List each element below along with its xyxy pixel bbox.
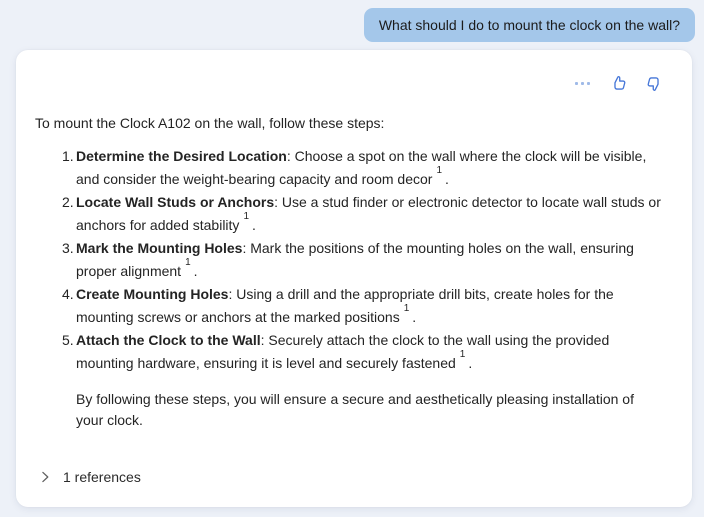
references-toggle[interactable]: [38, 467, 668, 487]
list-item: [62, 329, 668, 375]
step-title: Create Mounting Holes: [76, 286, 229, 302]
step-number: 2.: [62, 194, 74, 210]
step-body: : Mark the positions of the mounting holes on the wall, ensuring proper alignment: [76, 240, 634, 279]
thumbs-down-button[interactable]: [642, 71, 666, 95]
thumbs-down-icon: [645, 74, 664, 93]
step-title: Mark the Mounting Holes: [76, 240, 243, 256]
step-text: [76, 145, 668, 191]
step-number: 3.: [62, 240, 74, 256]
citation-superscript: 1: [185, 257, 191, 269]
list-item: [62, 145, 668, 191]
response-card: [16, 50, 692, 507]
citation-superscript: 1: [403, 303, 410, 315]
answer-intro: To mount the Clock A102 on the wall, follow these steps:: [35, 115, 385, 131]
ellipsis-icon: [575, 82, 590, 85]
step-text: [76, 283, 668, 329]
references-label: 1 references: [63, 469, 141, 485]
thumbs-up-icon: [609, 74, 628, 93]
step-body: : Securely attach the clock to the wall using the provided mounting hardware, ensuring it is level and securely fastened: [76, 332, 610, 371]
list-item: [62, 283, 668, 329]
chevron-right-icon: [38, 470, 52, 484]
steps-list: [62, 145, 668, 375]
step-body: : Choose a spot on the wall where the clock will be visible, and consider the weight-bearing capacity and room decor: [76, 148, 647, 187]
step-title: Attach the Clock to the Wall: [76, 332, 261, 348]
user-message-bubble: What should I do to mount the clock on the wall?: [364, 8, 695, 42]
citation-superscript: 1: [243, 211, 249, 223]
step-suffix: .: [193, 263, 198, 279]
response-actions-toolbar: [35, 70, 666, 96]
citation-superscript: 1: [459, 349, 466, 361]
citation-superscript: 1: [436, 165, 442, 177]
user-message-row: [0, 0, 704, 42]
step-text: [76, 237, 668, 283]
step-number: 1.: [62, 148, 74, 164]
list-item: [62, 237, 668, 283]
step-body: : Use a stud finder or electronic detector to locate wall studs or anchors for added stability: [76, 194, 661, 233]
step-text: [76, 191, 668, 237]
list-item: [62, 191, 668, 237]
more-options-button[interactable]: [570, 71, 594, 95]
closing-paragraph: By following these steps, you will ensure a secure and aesthetically pleasing installation of your clock.: [76, 391, 634, 428]
step-title: Determine the Desired Location: [76, 148, 287, 164]
step-body: : Using a drill and the appropriate drill bits, create holes for the mounting screws or anchors at the marked positions: [76, 286, 614, 325]
step-number: 5.: [62, 332, 74, 348]
step-title: Locate Wall Studs or Anchors: [76, 194, 275, 210]
thumbs-up-button[interactable]: [606, 71, 630, 95]
step-number: 4.: [62, 286, 74, 302]
step-suffix: .: [445, 171, 449, 187]
step-suffix: .: [252, 217, 256, 233]
step-suffix: .: [412, 309, 417, 325]
step-text: [76, 329, 668, 375]
step-suffix: .: [468, 355, 473, 371]
